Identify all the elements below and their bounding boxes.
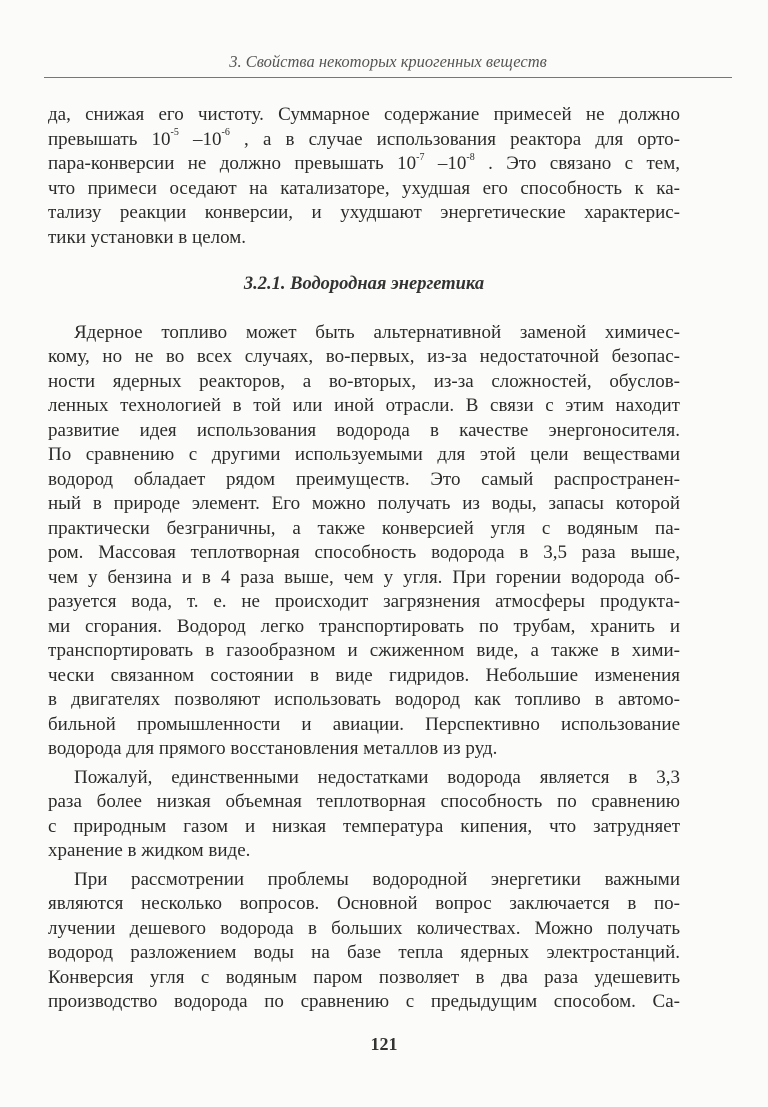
- text-line: что примеси оседают на катализаторе, ухудшая его способность к ка-: [48, 177, 680, 199]
- text-line: транспортировать в газообразном и сжиженном виде, а также в хими-: [48, 640, 680, 661]
- text-line: ный в природе элемент. Его можно получать из воды, запасы которой: [48, 493, 680, 514]
- text-line: раза более низкая объемная теплотворная способность по сравнению: [48, 791, 680, 812]
- text-line: бильной промышленности и авиации. Перспективно использование: [48, 713, 680, 735]
- text-line: тализу реакции конверсии, и ухудшают энергетические характерис-: [48, 202, 680, 223]
- text-line: ром. Массовая теплотворная способность водорода в 3,5 раза выше,: [48, 542, 680, 563]
- text-line: в двигателях позволяют использовать водород как топливо в автомо-: [48, 689, 680, 710]
- text-line: Ядерное топливо может быть альтернативной заменой химичес-: [74, 321, 680, 343]
- text-line: Конверсия угля с водяным паром позволяет в два раза удешевить: [48, 966, 680, 988]
- paragraph-3: [48, 868, 680, 1015]
- text-line: чем у бензина и в 4 раза выше, чем у угля. При горении водорода об-: [48, 566, 680, 588]
- running-header: 3. Свойства некоторых криогенных веществ: [229, 52, 547, 71]
- text-line: практически безграничны, а также конверсией угля с водяным па-: [48, 517, 680, 539]
- paragraph-1: [48, 321, 680, 762]
- text-line: разуется вода, т. е. не происходит загрязнения атмосферы продукта-: [48, 591, 680, 612]
- text-line: кому, но не во всех случаях, во-первых, из-за недостаточной безопас-: [48, 346, 680, 367]
- text-line: с природным газом и низкая температура кипения, что затрудняет: [48, 815, 680, 837]
- header-rule: [44, 77, 732, 78]
- text-line: производство водорода по сравнению с предыдущим способом. Са-: [48, 991, 680, 1012]
- text-line: лучении дешевого водорода в больших количествах. Можно получать: [48, 917, 680, 939]
- paragraph-2: [48, 766, 680, 864]
- text-line: ности ядерных реакторов, а во-вторых, из-за сложностей, обуслов-: [48, 370, 680, 392]
- text-line: водород обладает рядом преимуществ. Это самый распространен-: [48, 468, 680, 490]
- text-line: ми сгорания. Водород легко транспортировать по трубам, хранить и: [48, 615, 680, 637]
- text-line: тики установки в целом.: [48, 226, 247, 248]
- text-line: являются несколько вопросов. Основной вопрос заключается в по-: [48, 893, 680, 914]
- text-line: водород разложением воды на базе тепла ядерных электростанций.: [48, 942, 680, 963]
- text-line: водорода для прямого восстановления металлов из руд.: [48, 738, 498, 759]
- text-line: Пожалуй, единственными недостатками водорода является в 3,3: [74, 766, 680, 788]
- text-line: да, снижая его чистоту. Суммарное содержание примесей не должно: [48, 104, 680, 125]
- text-line: При рассмотрении проблемы водородной энергетики важными: [74, 868, 680, 890]
- section-heading: 3.2.1. Водородная энергетика: [243, 274, 485, 294]
- text-line: хранение в жидком виде.: [48, 840, 251, 861]
- page-number: 121: [370, 1034, 398, 1054]
- body-text: [48, 103, 680, 1015]
- text-line: пара-конверсии не должно превышать $10^{-7}$ $-10^{-8}$ . Это связано с тем,: [48, 151, 680, 174]
- text-line: ленных технологией в той или иной отрасли. В связи с этим находит: [48, 395, 680, 416]
- text-line: превышать $10^{-5}$ $-10^{-6}$ , а в случае использования реактора для орто-: [48, 127, 680, 150]
- text-line: По сравнению с другими используемыми для этой цели веществами: [48, 444, 680, 465]
- text-line: развитие идея использования водорода в качестве энергоносителя.: [48, 419, 680, 441]
- text-line: чески связанном состоянии в виде гидридов. Небольшие изменения: [48, 664, 680, 686]
- top-paragraph: [48, 103, 680, 250]
